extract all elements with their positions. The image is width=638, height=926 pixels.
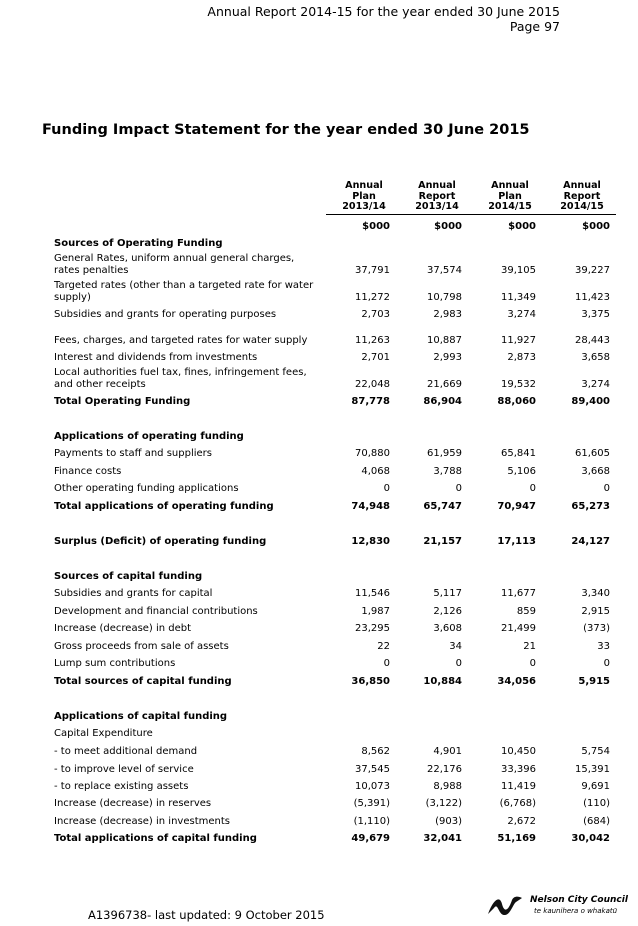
row-label: Fees, charges, and targeted rates for water supply — [54, 335, 308, 346]
row-value: 23,295 — [355, 623, 390, 634]
row-value: 39,227 — [575, 265, 610, 276]
table-row — [0, 798, 638, 810]
row-value: 10,884 — [423, 676, 462, 687]
column-header-annual-report-2013-14 — [406, 181, 468, 213]
row-value: 88,060 — [497, 396, 536, 407]
row-value: 3,274 — [581, 379, 610, 390]
row-value: 0 — [383, 483, 390, 494]
row-value: 1,987 — [361, 606, 390, 617]
row-label: - to improve level of service — [54, 764, 194, 775]
table-row — [0, 816, 638, 828]
row-label: Subsidies and grants for capital — [54, 588, 213, 599]
column-header-line: Plan — [352, 190, 376, 202]
row-value: 61,959 — [427, 448, 462, 459]
row-value: 3,658 — [581, 352, 610, 363]
row-label: Sources of capital funding — [54, 571, 203, 582]
row-label: Other operating funding applications — [54, 483, 239, 494]
row-value: 0 — [603, 483, 610, 494]
row-value: 39,105 — [501, 265, 536, 276]
table-row — [0, 253, 638, 277]
table-row — [0, 764, 638, 776]
row-value: 859 — [516, 606, 536, 617]
units-row — [0, 221, 638, 233]
table-row — [0, 588, 638, 600]
row-value: 24,127 — [571, 536, 610, 547]
row-label: Applications of capital funding — [54, 711, 228, 722]
row-value: 74,948 — [351, 501, 390, 512]
row-value: 2,701 — [361, 352, 390, 363]
unit-label: $000 — [508, 221, 536, 232]
row-value: 2,126 — [433, 606, 462, 617]
table-row — [0, 781, 638, 793]
row-label: Finance costs — [54, 466, 122, 477]
row-label: Targeted rates (other than a targeted rate for water supply) — [54, 280, 314, 303]
row-value: 11,927 — [501, 335, 536, 346]
row-value: 61,605 — [575, 448, 610, 459]
row-value: 65,841 — [501, 448, 536, 459]
row-value: 2,672 — [507, 816, 536, 827]
row-label: Interest and dividends from investments — [54, 352, 258, 363]
council-logo-mark-icon — [486, 894, 528, 918]
row-value: 12,830 — [351, 536, 390, 547]
table-row — [0, 833, 638, 845]
table-row — [0, 728, 638, 740]
row-value: 0 — [603, 658, 610, 669]
row-value: 19,532 — [501, 379, 536, 390]
row-value: 4,068 — [361, 466, 390, 477]
row-value: (3,122) — [425, 798, 462, 809]
row-label: Total Operating Funding — [54, 396, 191, 407]
row-value: 10,450 — [501, 746, 536, 757]
column-header-line: 2014/15 — [560, 201, 604, 213]
row-value: (6,768) — [499, 798, 536, 809]
table-row — [0, 676, 638, 688]
row-value: 11,546 — [355, 588, 390, 599]
row-value: 5,106 — [507, 466, 536, 477]
row-value: 3,375 — [581, 309, 610, 320]
row-value: 21,499 — [501, 623, 536, 634]
row-value: 3,788 — [433, 466, 462, 477]
column-header-line: Annual — [563, 180, 601, 191]
row-value: 2,873 — [507, 352, 536, 363]
row-value: (1,110) — [353, 816, 390, 827]
unit-label: $000 — [362, 221, 390, 232]
table-row — [0, 746, 638, 758]
table-row — [0, 238, 638, 250]
row-label: - to meet additional demand — [54, 746, 198, 757]
column-header-line: Report — [563, 190, 601, 202]
row-label: Increase (decrease) in investments — [54, 816, 230, 827]
row-value: 33 — [597, 641, 610, 652]
row-value: 11,263 — [355, 335, 390, 346]
row-value: 4,901 — [433, 746, 462, 757]
table-row — [0, 623, 638, 635]
row-value: 21,669 — [427, 379, 462, 390]
row-value: (903) — [435, 816, 462, 827]
unit-label: $000 — [582, 221, 610, 232]
row-value: 37,545 — [355, 764, 390, 775]
row-value: 15,391 — [575, 764, 610, 775]
column-header-annual-plan-2014-15 — [479, 181, 541, 213]
row-value: 2,915 — [581, 606, 610, 617]
column-header-line: Plan — [498, 190, 522, 202]
table-row — [0, 309, 638, 321]
row-value: 0 — [455, 483, 462, 494]
row-value: 10,073 — [355, 781, 390, 792]
row-value: 86,904 — [423, 396, 462, 407]
row-value: 22 — [377, 641, 390, 652]
table-row — [0, 431, 638, 443]
table-row — [0, 641, 638, 653]
table-row — [0, 571, 638, 583]
row-label: Surplus (Deficit) of operating funding — [54, 536, 267, 547]
column-header-annual-report-2014-15 — [551, 181, 613, 213]
statement-title: Funding Impact Statement for the year ended 30 June 2015 — [42, 122, 530, 138]
row-value: 3,608 — [433, 623, 462, 634]
row-value: 0 — [529, 658, 536, 669]
column-header-line: Annual — [418, 180, 456, 191]
row-label: Total applications of capital funding — [54, 833, 257, 844]
row-value: 3,668 — [581, 466, 610, 477]
row-value: 0 — [455, 658, 462, 669]
row-value: 5,754 — [581, 746, 610, 757]
row-label: Gross proceeds from sale of assets — [54, 641, 229, 652]
row-value: 34,056 — [497, 676, 536, 687]
table-row — [0, 396, 638, 408]
logo-tagline: te kaunihera o whakatū — [534, 907, 618, 915]
table-row — [0, 352, 638, 364]
row-value: 11,677 — [501, 588, 536, 599]
row-value: 37,574 — [427, 265, 462, 276]
column-header-line: 2014/15 — [488, 201, 532, 213]
table-row — [0, 536, 638, 548]
row-value: (110) — [583, 798, 610, 809]
row-value: 51,169 — [497, 833, 536, 844]
table-row — [0, 280, 638, 304]
row-value: 2,993 — [433, 352, 462, 363]
row-value: 65,273 — [571, 501, 610, 512]
row-value: 49,679 — [351, 833, 390, 844]
row-value: 2,983 — [433, 309, 462, 320]
row-value: 2,703 — [361, 309, 390, 320]
column-header-line: Report — [418, 190, 456, 202]
table-row — [0, 367, 638, 391]
row-label: Subsidies and grants for operating purposes — [54, 309, 277, 320]
council-logo — [486, 892, 626, 920]
row-value: 28,443 — [575, 335, 610, 346]
row-value: 5,117 — [433, 588, 462, 599]
table-row — [0, 658, 638, 670]
column-header-line: 2013/14 — [415, 201, 459, 213]
row-value: (684) — [583, 816, 610, 827]
column-header-line: 2013/14 — [342, 201, 386, 213]
column-header-annual-plan-2013-14 — [333, 181, 395, 213]
report-title-line: Annual Report 2014-15 for the year ended 30 June 2015 — [207, 4, 560, 19]
row-label: Capital Expenditure — [54, 728, 153, 739]
row-value: 10,887 — [427, 335, 462, 346]
row-value: 8,562 — [361, 746, 390, 757]
row-value: 3,274 — [507, 309, 536, 320]
page-number: Page 97 — [509, 19, 560, 34]
table-row — [0, 335, 638, 347]
row-value: 37,791 — [355, 265, 390, 276]
table-row — [0, 466, 638, 478]
document-reference: A1396738- last updated: 9 October 2015 — [88, 908, 325, 922]
row-value: 11,272 — [355, 292, 390, 303]
column-header-line: Annual — [491, 180, 529, 191]
row-value: (373) — [583, 623, 610, 634]
row-value: 10,798 — [427, 292, 462, 303]
row-value: 65,747 — [423, 501, 462, 512]
row-label: Lump sum contributions — [54, 658, 176, 669]
table-row — [0, 448, 638, 460]
row-value: 70,947 — [497, 501, 536, 512]
row-value: 11,419 — [501, 781, 536, 792]
row-value: 21 — [523, 641, 536, 652]
row-value: 11,423 — [575, 292, 610, 303]
row-value: 32,041 — [423, 833, 462, 844]
table-row — [0, 711, 638, 723]
row-label: Increase (decrease) in debt — [54, 623, 192, 634]
table-row — [0, 606, 638, 618]
row-value: 11,349 — [501, 292, 536, 303]
row-value: 8,988 — [433, 781, 462, 792]
column-header-line: Annual — [345, 180, 383, 191]
row-label: General Rates, uniform annual general charges, rates penalties — [54, 253, 295, 276]
table-row — [0, 501, 638, 513]
row-label: Sources of Operating Funding — [54, 238, 223, 249]
row-value: 70,880 — [355, 448, 390, 459]
row-value: (5,391) — [353, 798, 390, 809]
row-value: 30,042 — [571, 833, 610, 844]
row-label: Total sources of capital funding — [54, 676, 232, 687]
row-value: 22,176 — [427, 764, 462, 775]
row-label: Increase (decrease) in reserves — [54, 798, 212, 809]
row-value: 87,778 — [351, 396, 390, 407]
logo-name: Nelson City Council — [530, 895, 628, 905]
row-value: 3,340 — [581, 588, 610, 599]
row-label: Local authorities fuel tax, fines, infringement fees, and other receipts — [54, 367, 307, 390]
row-label: Payments to staff and suppliers — [54, 448, 212, 459]
row-value: 0 — [383, 658, 390, 669]
row-label: Total applications of operating funding — [54, 501, 274, 512]
row-value: 36,850 — [351, 676, 390, 687]
row-value: 9,691 — [581, 781, 610, 792]
row-value: 0 — [529, 483, 536, 494]
unit-label: $000 — [434, 221, 462, 232]
row-value: 22,048 — [355, 379, 390, 390]
row-value: 5,915 — [578, 676, 610, 687]
row-value: 89,400 — [571, 396, 610, 407]
row-label: Development and financial contributions — [54, 606, 258, 617]
row-label: Applications of operating funding — [54, 431, 244, 442]
row-value: 21,157 — [423, 536, 462, 547]
page-header — [207, 4, 560, 34]
header-underline — [326, 214, 616, 215]
table-row — [0, 483, 638, 495]
row-label: - to replace existing assets — [54, 781, 189, 792]
row-value: 33,396 — [501, 764, 536, 775]
row-value: 34 — [449, 641, 462, 652]
row-value: 17,113 — [497, 536, 536, 547]
